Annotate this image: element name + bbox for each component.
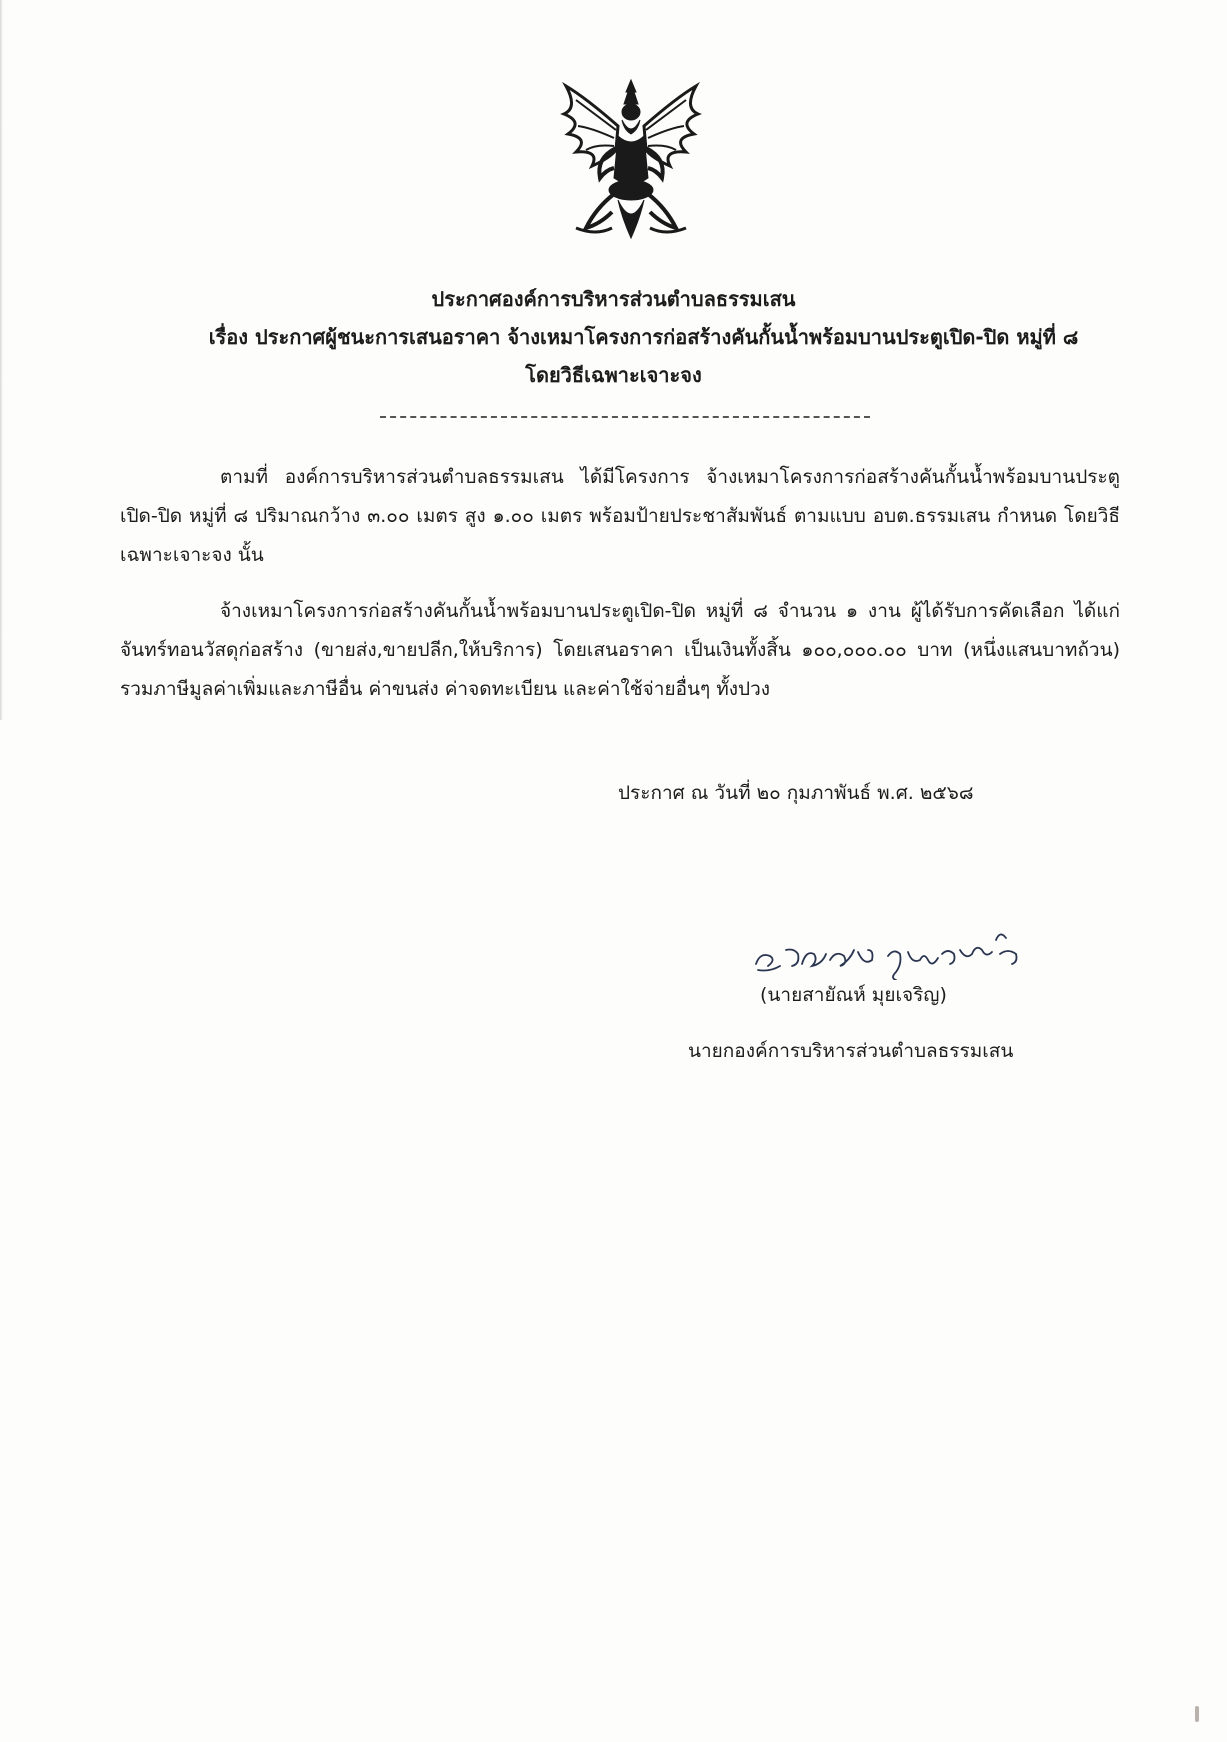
announcement-date: ประกาศ ณ วันที่ ๒๐ กุมภาพันธ์ พ.ศ. ๒๕๖๘ (618, 782, 974, 804)
signatory-position: นายกองค์การบริหารส่วนตำบลธรรมเสน (688, 1040, 1014, 1062)
method-heading: โดยวิธีเฉพาะเจาะจง (525, 363, 702, 387)
handwritten-signature (750, 920, 1050, 980)
organization-heading: ประกาศองค์การบริหารส่วนตำบลธรรมเสน (431, 287, 796, 311)
garuda-emblem-icon (556, 78, 706, 248)
body-paragraph-2: จ้างเหมาโครงการก่อสร้างคันกั้นน้ำพร้อมบานประตูเปิด-ปิด หมู่ที่ ๘ จำนวน ๑ งาน ผู้ได้รับการคัดเลือก ได้แก่ จันทร์ทอนวัสดุก่อสร้าง (ขายส่ง,ขายปลีก,ให้บริการ) โดยเสนอราคา เป็นเงินทั้งสิ้น ๑๐๐,๐๐๐.๐๐ บาท (หนึ่งแสนบาทถ้วน) รวมภาษีมูลค่าเพิ่มและภาษีอื่น ค่าขนส่ง ค่าจดทะเบียน และค่าใช้จ่ายอื่นๆ ทั้งปวง (120, 600, 1120, 700)
body-paragraph-1: ตามที่ องค์การบริหารส่วนตำบลธรรมเสน ได้มีโครงการ จ้างเหมาโครงการก่อสร้างคันกั้นน้ำพร้อมบานประตูเปิด-ปิด หมู่ที่ ๘ ปริมาณกว้าง ๓.๐๐ เมตร สูง ๑.๐๐ เมตร พร้อมป้ายประชาสัมพันธ์ ตามแบบ อบต.ธรรมเสน กำหนด โดยวิธีเฉพาะเจาะจง นั้น (120, 466, 1120, 566)
document-body (120, 458, 1120, 726)
document-title-block (0, 280, 1227, 394)
scan-artifact-mark (1195, 1706, 1199, 1722)
subject-heading: เรื่อง ประกาศผู้ชนะการเสนอราคา จ้างเหมาโครงการก่อสร้างคันกั้นน้ำพร้อมบานประตูเปิด-ปิด หมู่ที่ ๘ (208, 325, 1079, 349)
dashed-divider (380, 416, 870, 418)
signatory-name: (นายสายัณห์ มุยเจริญ) (760, 984, 947, 1006)
